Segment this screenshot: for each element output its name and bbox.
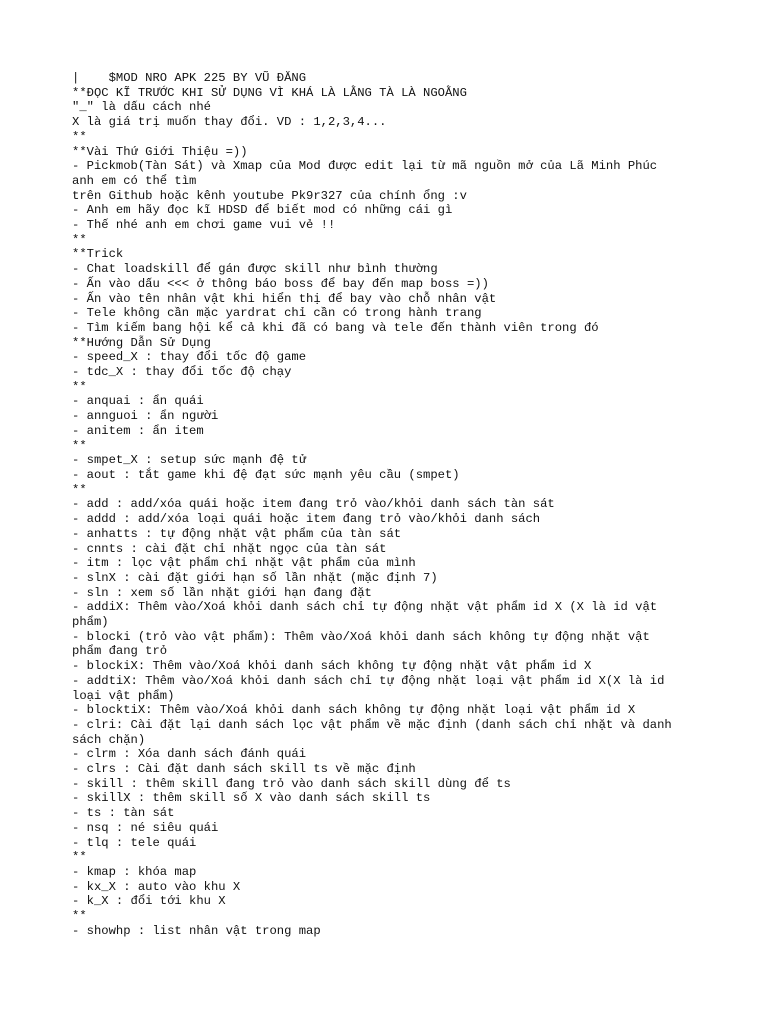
text-line: - annguoi : ẩn người [72, 409, 219, 424]
text-line: X là giá trị muốn thay đổi. VD : 1,2,3,4... [72, 115, 387, 130]
text-line: - tdc_X : thay đổi tốc độ chạy [72, 365, 292, 380]
text-line: ** [72, 438, 87, 453]
text-line: - add : add/xóa quái hoặc item đang trỏ vào/khỏi danh sách tàn sát [72, 497, 555, 512]
text-line: - smpet_X : setup sức mạnh đệ tử [72, 453, 307, 468]
text-line: - itm : lọc vật phẩm chỉ nhặt vật phẩm của mình [72, 556, 416, 571]
text-line: phẩm) [72, 615, 109, 630]
text-line: trên Github hoặc kênh youtube Pk9r327 của chính ổng :v [72, 188, 467, 203]
text-line: - clrs : Cài đặt danh sách skill ts về mặc định [72, 762, 416, 777]
text-line: - addtiX: Thêm vào/Xoá khỏi danh sách chỉ tự động nhặt loại vật phẩm id X(X là id [72, 673, 665, 688]
text-line: - cnnts : cài đặt chỉ nhặt ngọc của tàn sát [72, 541, 387, 556]
text-line: ** [72, 909, 87, 924]
text-line: "_" là dấu cách nhé [72, 100, 211, 115]
text-line: **ĐỌC KĨ TRƯỚC KHI SỬ DỤNG VÌ KHÁ LÀ LẰNG TÀ LÀ NGOẰNG [72, 85, 467, 100]
text-line: - clri: Cài đặt lại danh sách lọc vật phẩm về mặc định (danh sách chỉ nhặt và danh [72, 717, 672, 732]
text-line: - kx_X : auto vào khu X [72, 879, 241, 894]
text-line: - Tìm kiếm bang hội kể cả khi đã có bang và tele đến thành viên trong đó [72, 320, 599, 335]
text-line: - k_X : đổi tới khu X [72, 894, 226, 909]
text-line: - Ấn vào dấu <<< ở thông báo boss để bay đến map boss =)) [72, 276, 489, 291]
text-line: - kmap : khóa map [72, 864, 197, 879]
text-line: - Tele không cần mặc yardrat chỉ cần có trong hành trang [72, 306, 482, 321]
text-line: - ts : tàn sát [72, 806, 175, 821]
text-line: - addd : add/xóa loại quái hoặc item đang trỏ vào/khỏi danh sách [72, 512, 541, 527]
text-line: - anitem : ẩn item [72, 423, 204, 438]
text-line: - Chat loadskill để gán được skill như bình thường [72, 262, 438, 277]
text-line: - blockiX: Thêm vào/Xoá khỏi danh sách không tự động nhặt vật phẩm id X [72, 659, 592, 674]
text-line: - skillX : thêm skill số X vào danh sách skill ts [72, 791, 431, 806]
text-line: - slnX : cài đặt giới hạn số lần nhặt (mặc định 7) [72, 570, 438, 585]
text-line: anh em có thể tìm [72, 173, 197, 188]
text-line: - anquai : ẩn quái [72, 394, 204, 409]
text-line: - Thế nhé anh em chơi game vui vẻ !! [72, 218, 336, 233]
text-line: - aout : tắt game khi đệ đạt sức mạnh yêu cầu (smpet) [72, 467, 460, 482]
text-line: - blocki (trỏ vào vật phẩm): Thêm vào/Xoá khỏi danh sách không tự động nhặt vật [72, 629, 650, 644]
text-line: - Ấn vào tên nhân vật khi hiển thị để bay vào chỗ nhân vật [72, 291, 497, 306]
text-line: **Vài Thứ Giới Thiệu =)) [72, 144, 248, 159]
text-line: - showhp : list nhân vật trong map [72, 923, 321, 938]
text-line: ** [72, 379, 87, 394]
text-line: **Hướng Dẫn Sử Dụng [72, 335, 211, 350]
text-line: ** [72, 850, 87, 865]
text-line: - clrm : Xóa danh sách đánh quái [72, 747, 307, 762]
text-line: sách chặn) [72, 732, 146, 747]
document-page [72, 71, 712, 938]
text-line: - speed_X : thay đổi tốc độ game [72, 350, 307, 365]
text-line: phẩm đang trỏ [72, 644, 168, 659]
text-line: - tlq : tele quái [72, 835, 197, 850]
text-line: - skill : thêm skill đang trỏ vào danh sách skill dùng để ts [72, 776, 511, 791]
text-line: - blocktiX: Thêm vào/Xoá khỏi danh sách không tự động nhặt loại vật phẩm id X [72, 703, 636, 718]
text-line: - anhatts : tự động nhặt vật phẩm của tàn sát [72, 526, 402, 541]
text-line: loại vật phẩm) [72, 688, 175, 703]
text-line: - Anh em hãy đọc kĩ HDSD để biết mod có những cái gì [72, 203, 453, 218]
text-line: | $MOD NRO APK 225 BY VŨ ĐĂNG [72, 71, 307, 85]
text-line: - nsq : né siêu quái [72, 820, 219, 835]
text-line: - sln : xem số lần nhặt giới hạn đang đặt [72, 585, 372, 600]
text-line: ** [72, 232, 87, 247]
text-line: ** [72, 129, 87, 144]
text-line: - Pickmob(Tàn Sát) và Xmap của Mod được edit lại từ mã nguồn mở của Lã Minh Phúc [72, 159, 658, 174]
text-line: **Trick [72, 247, 124, 262]
text-line: ** [72, 482, 87, 497]
text-line: - addiX: Thêm vào/Xoá khỏi danh sách chỉ tự động nhặt vật phẩm id X (X là id vật [72, 600, 658, 615]
